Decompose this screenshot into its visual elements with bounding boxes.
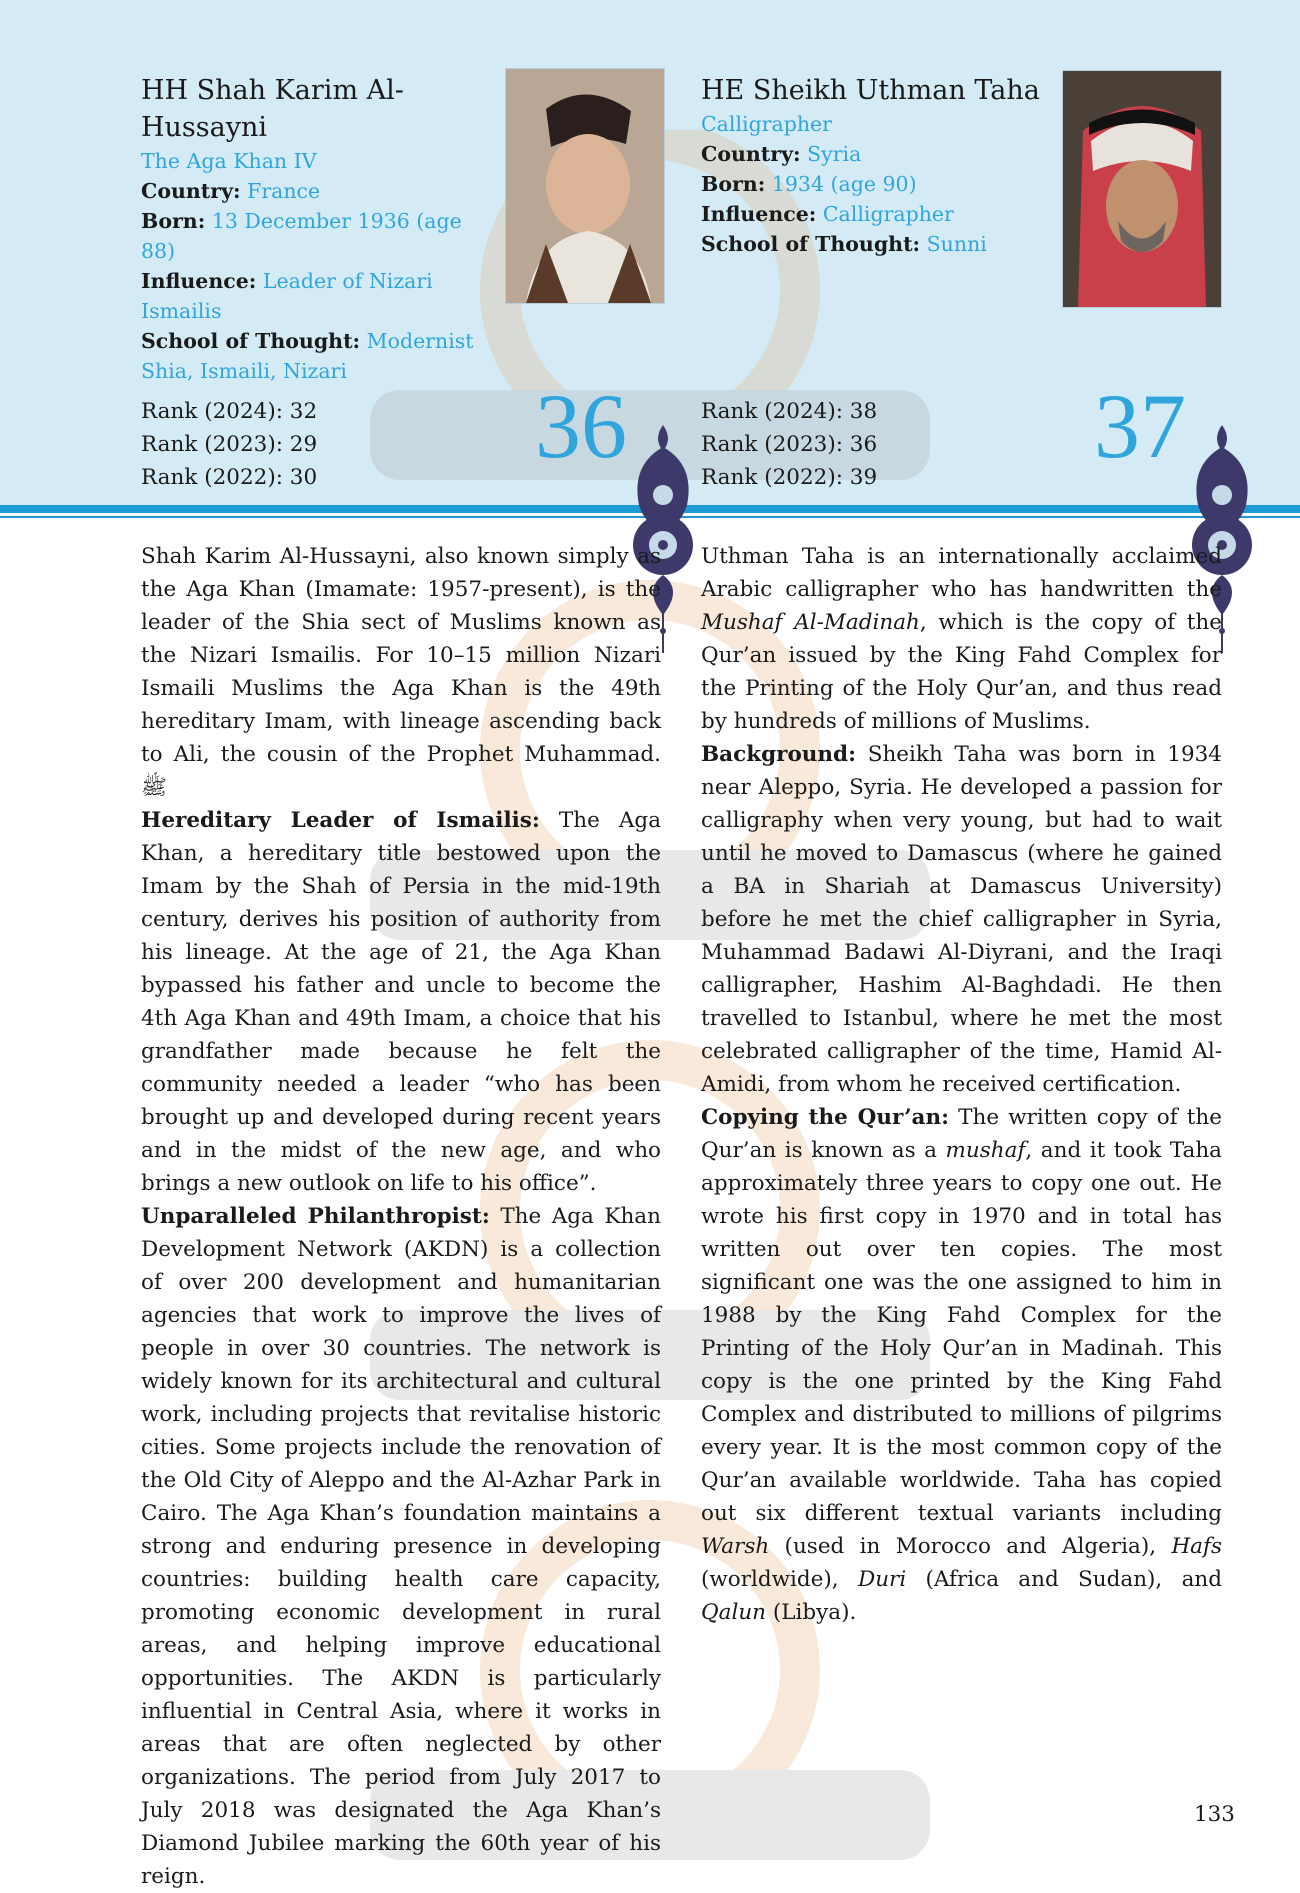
rank-2023: Rank (2023): 29 xyxy=(141,432,318,457)
rank-2022: Rank (2022): 39 xyxy=(701,465,878,490)
profile-born: Born: 13 December 1936 (age 88) xyxy=(141,209,462,263)
profile-uthman-taha xyxy=(701,72,1061,259)
rank-2024: Rank (2024): 32 xyxy=(141,399,318,424)
profile-subtitle: The Aga Khan IV xyxy=(141,149,317,173)
profile-name: HH Shah Karim Al-Hussayni xyxy=(141,75,404,143)
section-hereditary-leader: Hereditary Leader of Ismailis: The Aga Khan, a hereditary title bestowed upon the Imam by the Shah of Persia in the mid-19th century, derives his position of authority from his lineage. At the age of 21, the Aga Khan bypassed his father and uncle to become the 4th Aga Khan and 49th Imam, a choice that his grandfather made because he felt the community needed a leader “who has been brought up and developed during recent years and in the midst of the new age, and who brings a new outlook on life to his office”. xyxy=(141,808,662,1196)
portrait-uthman-taha xyxy=(1062,70,1222,308)
biography-aga-khan xyxy=(141,540,661,1893)
rank-number: 37 xyxy=(1094,375,1186,477)
profile-school: School of Thought: Modernist Shia, Ismaili, Nizari xyxy=(141,329,474,383)
profile-name: HE Sheikh Uthman Taha xyxy=(701,75,1040,106)
section-heading: Hereditary Leader of Ismailis: xyxy=(141,808,540,833)
profile-born: Born: 1934 (age 90) xyxy=(701,172,917,196)
profile-subtitle: Calligrapher xyxy=(701,112,832,136)
profile-aga-khan xyxy=(141,72,501,386)
profile-influence: Influence: Leader of Nizari Ismailis xyxy=(141,269,433,323)
section-heading: Copying the Qur’an: xyxy=(701,1105,950,1130)
profile-school: School of Thought: Sunni xyxy=(701,232,987,256)
portrait-aga-khan xyxy=(505,68,665,304)
intro-paragraph: Uthman Taha is an internationally acclaimed Arabic calligrapher who has handwritten the Mushaf Al-Madinah, which is the copy of the Qur’an issued by the King Fahd Complex for the Printing of the Holy Qur’an, and thus read by hundreds of millions of Muslims. xyxy=(701,544,1222,734)
section-heading: Background: xyxy=(701,742,857,767)
section-copying-quran: Copying the Qur’an: The written copy of the Qur’an is known as a mushaf, and it took Taha approximately three years to copy one out. He wrote his first copy in 1970 and in total has written out over ten copies. The most significant one was the one assigned to him in 1988 by the King Fahd Complex for the Printing of the Holy Qur’an in Madinah. This copy is the one printed by the King Fahd Complex and distributed to millions of pilgrims every year. It is the most common copy of the Qur’an available worldwide. Taha has copied out six different textual variants including Warsh (used in Morocco and Algeria), Hafs (worldwide), Duri (Africa and Sudan), and Qalun (Libya). xyxy=(701,1105,1223,1625)
rank-2024: Rank (2024): 38 xyxy=(701,399,878,424)
section-philanthropist: Unparalleled Philanthropist: The Aga Khan Development Network (AKDN) is a collection of over 200 development and humanitarian agencies that work to improve the lives of people in over 30 countries. The network is widely known for its architectural and cultural work, including projects that revitalise historic cities. Some projects include the renovation of the Old City of Aleppo and the Al-Azhar Park in Cairo. The Aga Khan’s foundation maintains a strong and enduring presence in developing countries: building health care capacity, promoting economic development in rural areas, and helping improve educational opportunities. The AKDN is particularly influential in Central Asia, where it works in areas that are often neglected by other organizations. The period from July 2017 to July 2018 was designated the Aga Khan’s Diamond Jubilee marking the 60th year of his reign. xyxy=(141,1204,661,1889)
profile-country: Country: Syria xyxy=(701,142,862,166)
profile-country: Country: France xyxy=(141,179,321,203)
section-background: Background: Sheikh Taha was born in 1934 near Aleppo, Syria. He developed a passion for calligraphy when very young, but had to wait until he moved to Damascus (where he gained a BA in Shariah at Damascus University) before he met the chief calligrapher in Syria, Muhammad Badawi Al-Diyrani, and the Iraqi calligrapher, Hashim Al-Baghdadi. He then travelled to Istanbul, where he met the most celebrated calligrapher of the time, Hamid Al-Amidi, from whom he received certification. xyxy=(701,742,1222,1097)
profile-influence: Influence: Calligrapher xyxy=(701,202,954,226)
page-number: 133 xyxy=(1193,1802,1235,1827)
rank-2023: Rank (2023): 36 xyxy=(701,432,878,457)
section-heading: Unparalleled Philanthropist: xyxy=(141,1204,490,1229)
rank-history xyxy=(141,395,381,494)
intro-paragraph: Shah Karim Al-Hussayni, also known simply as the Aga Khan (Imamate: 1957-present), is the leader of the Shia sect of Muslims known as the Nizari Ismailis. For 10–15 million Nizari Ismaili Muslims the Aga Khan is the 49th hereditary Imam, with lineage ascending back to Ali, the cousin of the Prophet Muhammad. ﷺ xyxy=(141,544,661,800)
rank-history xyxy=(701,395,941,494)
rank-2022: Rank (2022): 30 xyxy=(141,465,318,490)
rank-number: 36 xyxy=(535,375,627,477)
biography-uthman-taha xyxy=(701,540,1222,1629)
